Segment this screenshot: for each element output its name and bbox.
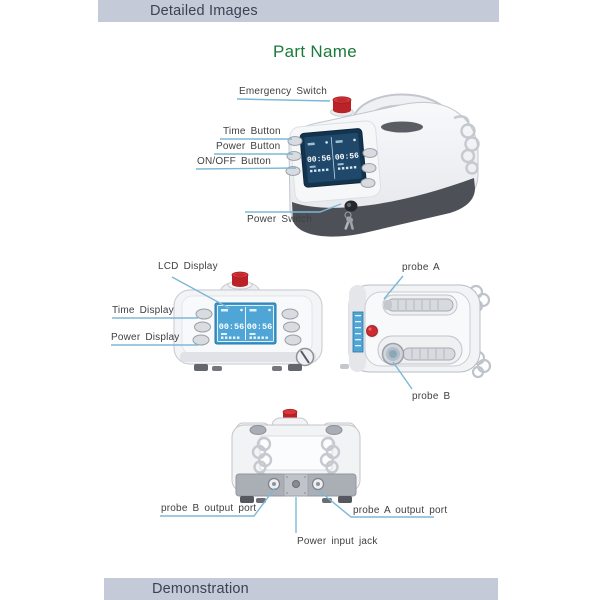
- power-input-jack: [284, 474, 308, 496]
- label-probe-b: probe B: [412, 391, 451, 402]
- section-header-title: Detailed Images: [150, 3, 258, 19]
- device-rear-view-illustration: [224, 406, 368, 506]
- device-feet: [240, 496, 352, 503]
- label-power-button: Power Button: [216, 141, 281, 152]
- device-front-view-illustration: [166, 270, 330, 382]
- next-section-header-bar: [104, 578, 498, 600]
- emergency-stop-button: [228, 272, 252, 289]
- device-top-view-illustration: [340, 278, 496, 388]
- lcd-screen: [215, 303, 276, 344]
- time-readout-right: 00:56: [334, 151, 360, 163]
- power-dial: [297, 349, 314, 366]
- label-on-off-button: ON/OFF Button: [197, 156, 272, 167]
- label-time-button: Time Button: [223, 126, 281, 137]
- label-probe-a: probe A: [402, 262, 440, 273]
- side-label-sticker: [353, 312, 363, 352]
- section-header-bar: [98, 0, 499, 22]
- label-power-input-jack: Power input jack: [297, 536, 378, 547]
- probe-b-illustration: [378, 336, 462, 365]
- label-probe-a-output-port: probe A output port: [353, 505, 448, 516]
- device-feet: [194, 364, 302, 371]
- probe-a-illustration: [383, 295, 457, 315]
- control-buttons-right: [361, 149, 377, 188]
- probe-a-output-port: [313, 479, 324, 490]
- label-lcd-display: LCD Display: [158, 261, 218, 272]
- side-connector: [340, 364, 349, 369]
- time-readout-right: 00:56: [246, 322, 273, 332]
- emergency-stop-button: [331, 97, 354, 116]
- label-probe-b-output-port: probe B output port: [161, 503, 257, 514]
- top-vent-opening: [381, 122, 423, 133]
- shoulder-knob-left: [250, 426, 266, 435]
- time-readout-left: 00:56: [306, 154, 332, 166]
- probe-b-output-port: [269, 479, 280, 490]
- page-title: Part Name: [273, 42, 357, 61]
- rear-panel: [260, 436, 332, 470]
- next-section-header-title: Demonstration: [152, 581, 249, 597]
- label-power-switch: Power Switch: [247, 214, 312, 225]
- emergency-stop-button: [365, 324, 379, 338]
- label-emergency-switch: Emergency Switch: [239, 86, 328, 97]
- control-buttons-left: [193, 309, 212, 345]
- bottom-trim: [180, 352, 316, 362]
- label-power-display: Power Display: [111, 332, 180, 343]
- control-buttons-left: [286, 137, 302, 176]
- shoulder-knob-right: [326, 426, 342, 435]
- time-readout-left: 00:56: [218, 322, 245, 332]
- lcd-screen: [300, 128, 366, 187]
- label-time-display: Time Display: [112, 305, 174, 316]
- control-buttons-right: [282, 309, 301, 345]
